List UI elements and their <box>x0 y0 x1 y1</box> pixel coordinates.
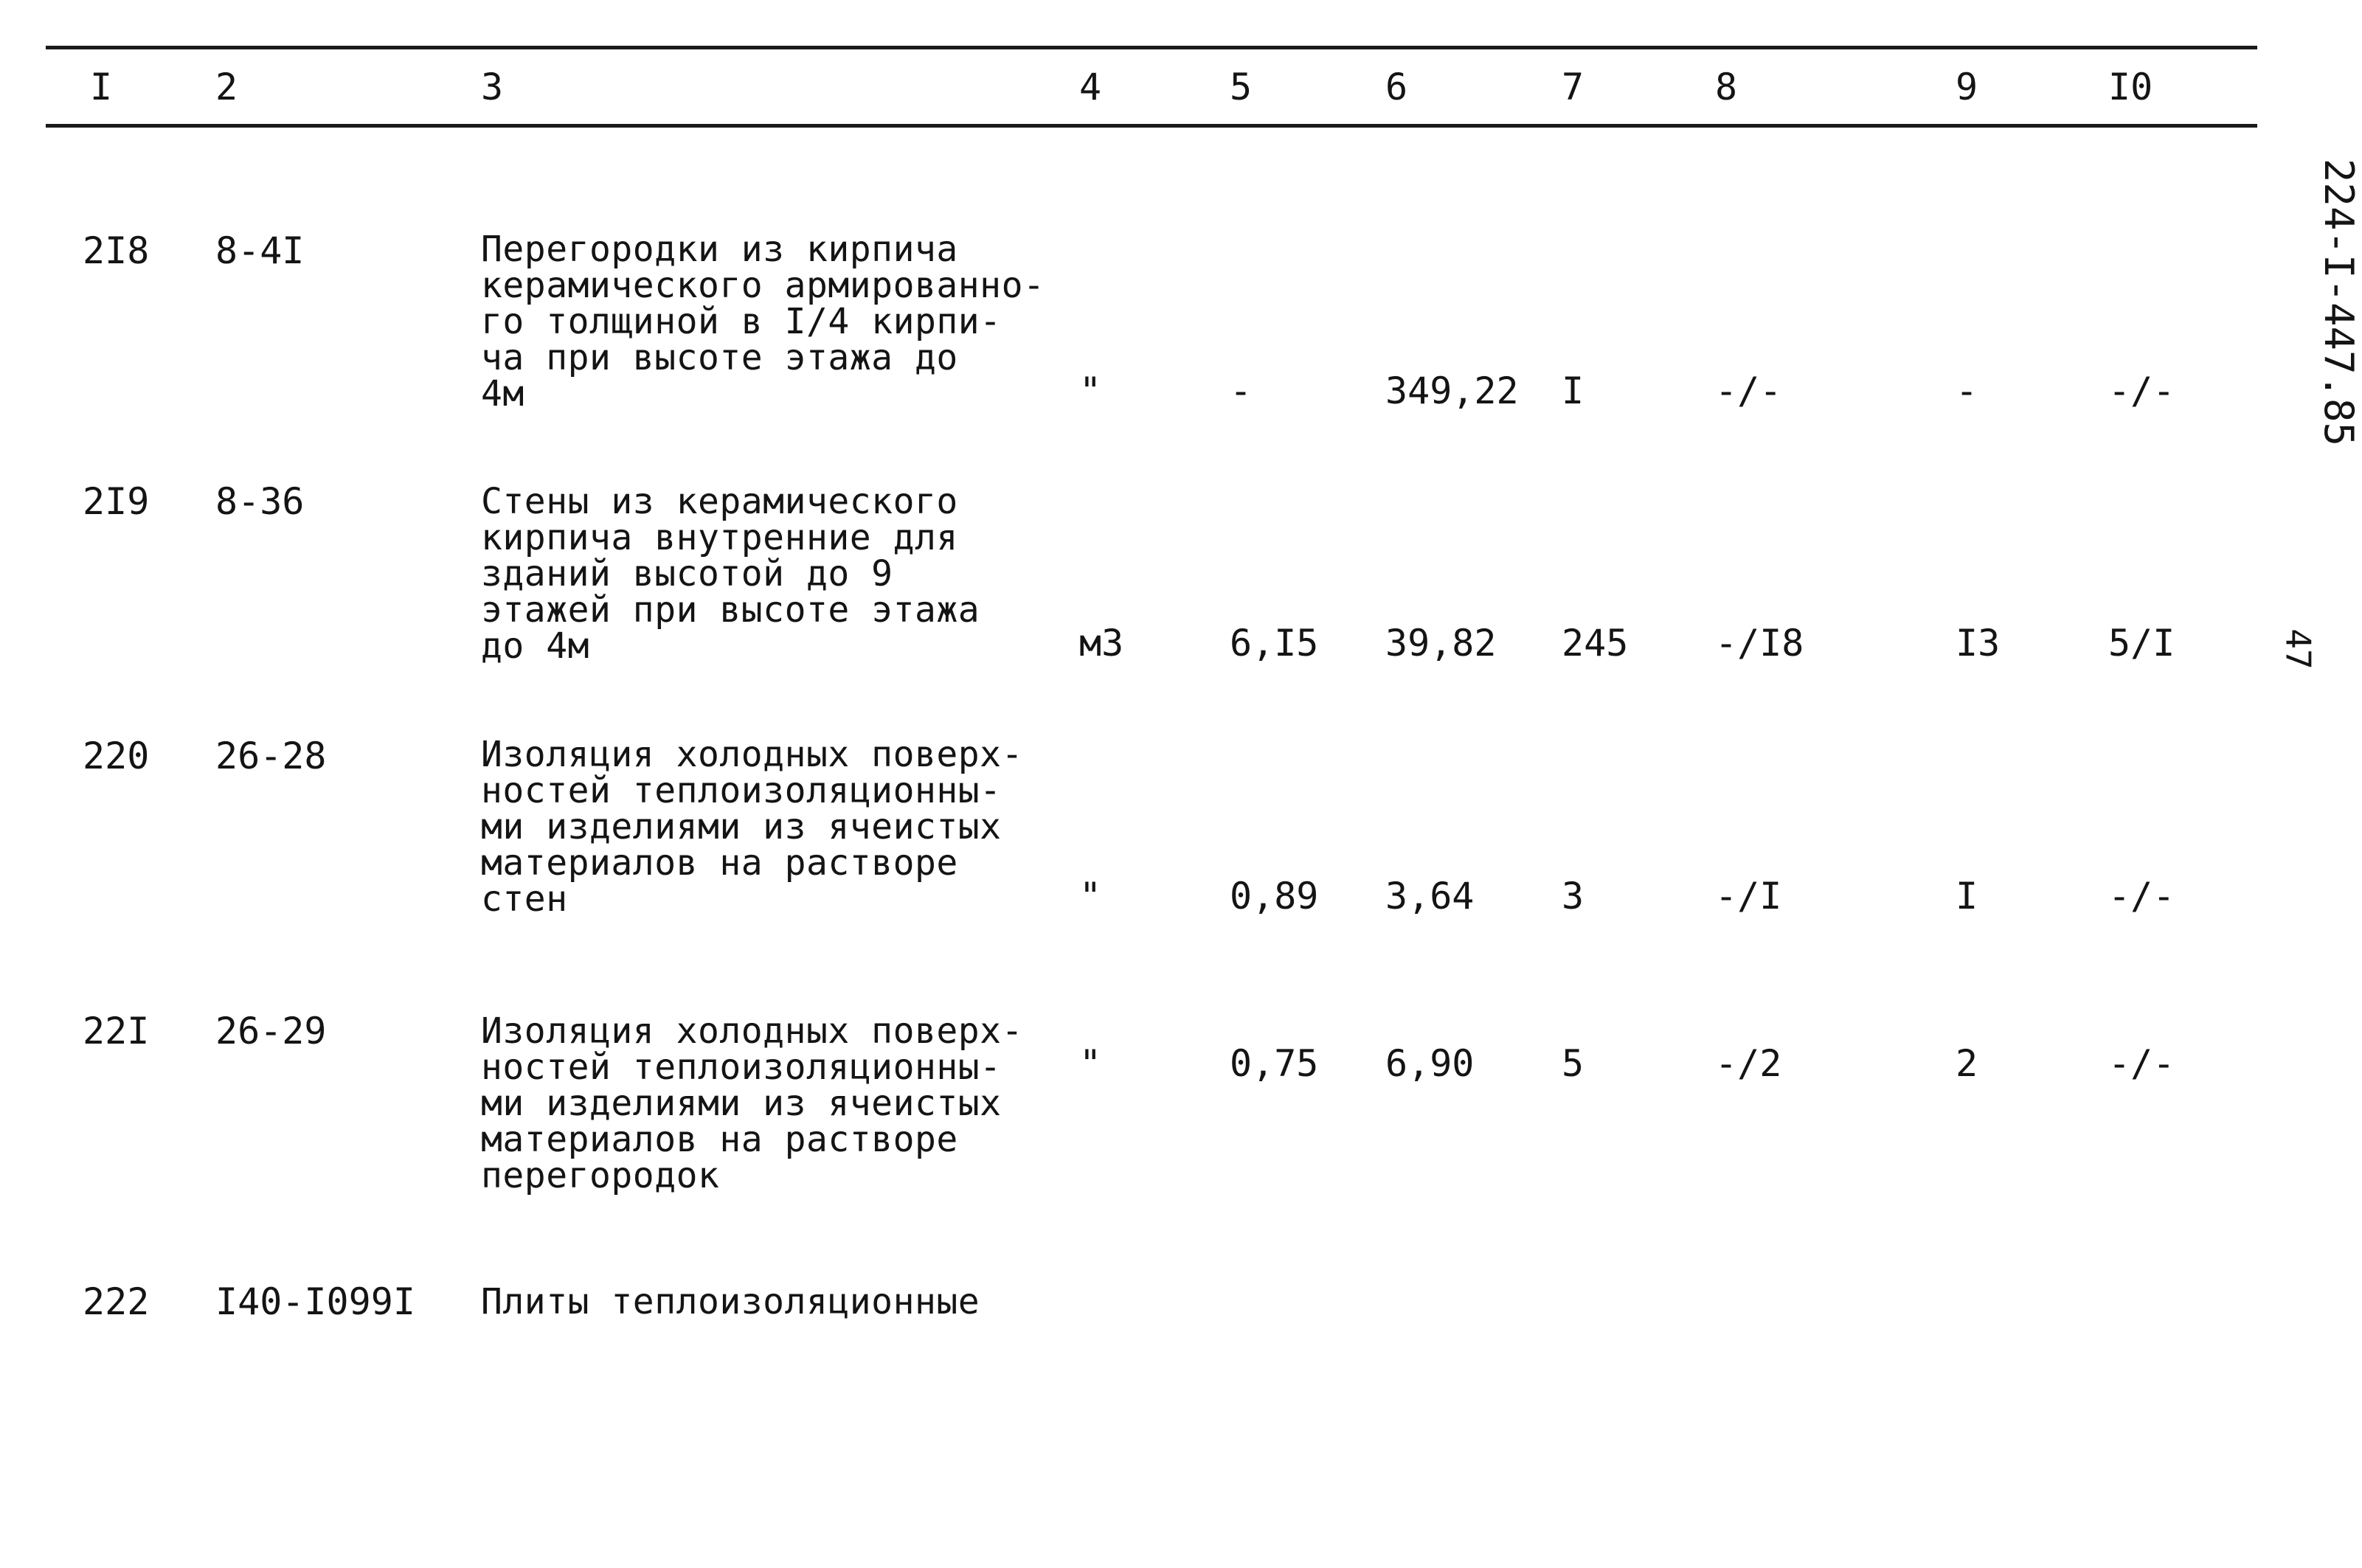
header-col-2: 2 <box>215 66 238 108</box>
header-col-9: 9 <box>1956 66 1978 108</box>
row-description: Стены из керамического кирпича внутренние для зданий высотой до 9 этажей при высоте этажа до 4м <box>481 481 980 667</box>
row-col-9: 2 <box>1956 1042 1978 1085</box>
row-col-8: -/I8 <box>1715 622 1804 665</box>
row-col-5: 0,89 <box>1230 875 1319 917</box>
header-col-5: 5 <box>1230 66 1253 108</box>
row-col-8: -/- <box>1715 370 1782 412</box>
row-col-6: 6,90 <box>1385 1042 1475 1085</box>
page-number: 47 <box>2278 628 2318 670</box>
header-col-6: 6 <box>1385 66 1408 108</box>
document-code: 224-I-447.85 <box>2316 158 2362 447</box>
row-col-9: I3 <box>1956 622 2001 665</box>
header-bottom-rule <box>46 124 2257 128</box>
row-col-9: - <box>1956 370 1978 412</box>
header-col-1: I <box>90 66 113 108</box>
row-description: Плиты теплоизоляционные <box>481 1281 980 1322</box>
row-unit: " <box>1079 875 1102 917</box>
row-col-10: 5/I <box>2108 622 2175 665</box>
row-code: 26-28 <box>215 735 327 777</box>
header-col-7: 7 <box>1562 66 1585 108</box>
row-col-10: -/- <box>2108 1042 2175 1085</box>
row-col-5: 0,75 <box>1230 1042 1319 1085</box>
row-col-6: 39,82 <box>1385 622 1497 665</box>
row-number: 2I9 <box>83 480 150 523</box>
row-number: 22I <box>83 1010 150 1052</box>
header-col-4: 4 <box>1079 66 1102 108</box>
row-col-7: I <box>1562 370 1585 412</box>
row-code: 26-29 <box>215 1010 327 1052</box>
row-unit: м3 <box>1079 622 1124 665</box>
row-code: 8-4I <box>215 229 305 272</box>
row-col-8: -/I <box>1715 875 1782 917</box>
row-col-7: 5 <box>1562 1042 1585 1085</box>
row-number: 2I8 <box>83 229 150 272</box>
row-description: Изоляция холодных поверх- ностей теплоизоляционны- ми изделиями из ячеистых материалов на растворе стен <box>481 734 1023 920</box>
row-col-5: - <box>1230 370 1253 412</box>
row-unit: " <box>1079 1042 1102 1085</box>
header-col-8: 8 <box>1715 66 1738 108</box>
row-number: 222 <box>83 1280 150 1323</box>
row-col-8: -/2 <box>1715 1042 1782 1085</box>
row-col-10: -/- <box>2108 875 2175 917</box>
header-col-10: I0 <box>2108 66 2153 108</box>
row-description: Изоляция холодных поверх- ностей теплоизоляционны- ми изделиями из ячеистых материалов на растворе перегородок <box>481 1010 1023 1196</box>
row-description: Перегородки из кирпича керамического армированно- го толщиной в I/4 кирпи- ча при высоте этажа до 4м <box>481 229 1045 414</box>
row-col-7: 245 <box>1562 622 1629 665</box>
row-col-5: 6,I5 <box>1230 622 1319 665</box>
header-col-3: 3 <box>481 66 504 108</box>
row-col-6: 349,22 <box>1385 370 1519 412</box>
row-col-9: I <box>1956 875 1978 917</box>
row-unit: " <box>1079 370 1102 412</box>
row-col-6: 3,64 <box>1385 875 1475 917</box>
row-code: I40-I099I <box>215 1280 415 1323</box>
row-code: 8-36 <box>215 480 305 523</box>
row-col-7: 3 <box>1562 875 1585 917</box>
row-col-10: -/- <box>2108 370 2175 412</box>
row-number: 220 <box>83 735 150 777</box>
header-top-rule <box>46 46 2257 49</box>
